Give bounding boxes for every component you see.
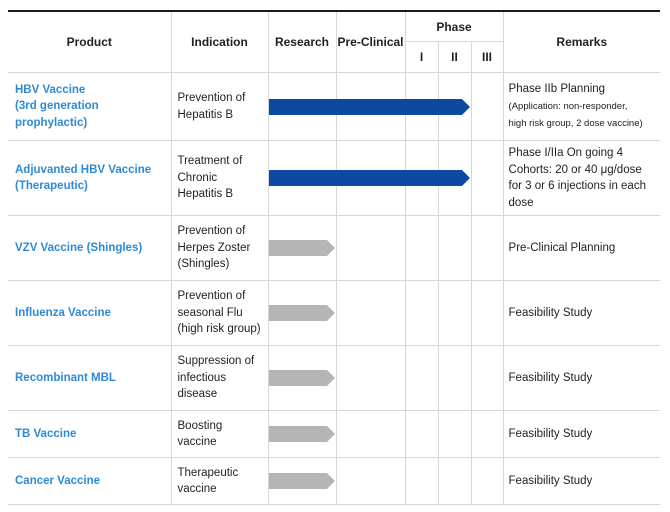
remarks-text (503, 458, 660, 505)
remark-main: Feasibility Study (508, 371, 593, 384)
table-row (8, 216, 660, 281)
arrow-fill (269, 305, 335, 321)
remarks-text (503, 73, 660, 141)
text-line: VZV Vaccine (Shingles) (15, 241, 143, 254)
stage-cell (405, 411, 438, 458)
indication-text (171, 73, 268, 141)
text-line: TB Vaccine (15, 427, 77, 440)
text-line: vaccine (177, 436, 217, 448)
progress-arrow-planned (269, 473, 335, 489)
remarks-text (503, 346, 660, 411)
indication-text (171, 346, 268, 411)
arrow-shape (269, 426, 335, 442)
table-row (8, 73, 660, 141)
arrow-fill (269, 170, 470, 186)
table-row (8, 141, 660, 216)
remarks-text (503, 141, 660, 216)
progress-arrow-active (269, 170, 470, 186)
remarks-text (503, 411, 660, 458)
pipeline-table-container (8, 10, 660, 505)
remark-main: Pre-Clinical Planning (508, 241, 616, 254)
stage-cell (336, 411, 405, 458)
stage-cell (471, 281, 503, 346)
text-line: (Application: non-responder, (508, 100, 628, 112)
stage-cell (471, 346, 503, 411)
stage-cell (438, 281, 471, 346)
text-line: Prevention of (177, 290, 246, 303)
table-row (8, 281, 660, 346)
product-name[interactable] (8, 73, 171, 141)
header-product: Product (8, 11, 171, 73)
arrow-fill (269, 370, 335, 386)
text-line: Therapeutic (177, 466, 239, 479)
product-name[interactable] (8, 281, 171, 346)
indication-text (171, 281, 268, 346)
indication-text (171, 216, 268, 281)
table-body (8, 73, 660, 505)
text-line: Prevention of (177, 225, 246, 238)
arrow-shape (269, 370, 335, 386)
stage-cell (405, 346, 438, 411)
arrow-shape (269, 473, 335, 489)
table-header (8, 11, 660, 73)
text-line: Adjuvanted HBV Vaccine (15, 163, 152, 176)
stage-cell (405, 281, 438, 346)
table-row (8, 458, 660, 505)
header-phase: Phase (405, 11, 503, 42)
arrow-shape (269, 305, 335, 321)
arrow-shape (269, 99, 470, 115)
product-name[interactable] (8, 346, 171, 411)
remarks-text (503, 281, 660, 346)
pipeline-table (8, 10, 660, 505)
text-line: Influenza Vaccine (15, 306, 111, 319)
text-line: Chronic (177, 171, 218, 184)
stage-cell (405, 216, 438, 281)
stage-cell (471, 411, 503, 458)
text-line: Boosting (177, 419, 223, 432)
remark-main: Feasibility Study (508, 427, 593, 440)
header-phase-1: I (405, 42, 438, 73)
stage-cell (268, 281, 336, 346)
text-line: Prevention of (177, 92, 246, 104)
stage-cell (471, 73, 503, 141)
text-line: Treatment of (177, 155, 243, 168)
arrow-fill (269, 240, 335, 256)
stage-cell (268, 458, 336, 505)
progress-arrow-planned (269, 426, 335, 442)
stage-cell (471, 216, 503, 281)
progress-arrow-planned (269, 240, 335, 256)
arrow-fill (269, 426, 335, 442)
progress-arrow-active (269, 99, 470, 115)
stage-cell (336, 458, 405, 505)
text-line: Recombinant MBL (15, 371, 116, 384)
header-remarks: Remarks (503, 11, 660, 73)
table-row (8, 411, 660, 458)
stage-cell (438, 411, 471, 458)
stage-cell (268, 216, 336, 281)
stage-cell (438, 216, 471, 281)
arrow-shape (269, 170, 470, 186)
text-line: (high risk group) (177, 323, 261, 336)
arrow-fill (269, 473, 335, 489)
stage-cell (405, 458, 438, 505)
text-line: seasonal Flu (177, 306, 243, 319)
text-line: HBV Vaccine (15, 83, 86, 96)
product-name[interactable] (8, 216, 171, 281)
stage-cell (471, 141, 503, 216)
text-line: Herpes Zoster (177, 241, 251, 254)
product-name[interactable] (8, 458, 171, 505)
text-line: disease (177, 388, 218, 401)
remarks-text (503, 216, 660, 281)
header-indication: Indication (171, 11, 268, 73)
text-line: Cancer Vaccine (15, 474, 101, 487)
stage-cell (336, 346, 405, 411)
stage-cell (336, 281, 405, 346)
stage-cell (268, 141, 336, 216)
indication-text (171, 141, 268, 216)
text-line: prophylactic) (15, 116, 88, 129)
header-research: Research (268, 11, 336, 73)
remark-main: Phase IIb Planning (508, 83, 606, 96)
indication-text (171, 411, 268, 458)
stage-cell (438, 346, 471, 411)
text-line: (3rd generation (15, 100, 99, 113)
stage-cell (438, 458, 471, 505)
stage-cell (268, 73, 336, 141)
remark-main: Feasibility Study (508, 474, 593, 487)
progress-arrow-planned (269, 370, 335, 386)
header-phase-2: II (438, 42, 471, 73)
indication-text (171, 458, 268, 505)
arrow-fill (269, 99, 470, 115)
remark-main: Phase I/IIa On going 4 Cohorts: 20 or 40 μg/dose for 3 or 6 injections in each dose (508, 147, 646, 209)
text-line: Hepatitis B (177, 108, 234, 121)
product-name[interactable] (8, 141, 171, 216)
progress-arrow-planned (269, 305, 335, 321)
table-row (8, 346, 660, 411)
text-line: (Therapeutic) (15, 180, 88, 192)
stage-cell (268, 411, 336, 458)
header-phase-3: III (471, 42, 503, 73)
text-line: high risk group, 2 dose vaccine) (508, 117, 643, 129)
header-preclinical: Pre-Clinical (336, 11, 405, 73)
text-line: Suppression of (177, 355, 255, 368)
text-line: infectious (177, 371, 227, 384)
text-line: Hepatitis B (177, 188, 234, 201)
remark-main: Feasibility Study (508, 306, 593, 319)
arrow-shape (269, 240, 335, 256)
stage-cell (336, 216, 405, 281)
text-line: (Shingles) (177, 258, 230, 271)
stage-cell (471, 458, 503, 505)
text-line: vaccine (177, 483, 217, 495)
stage-cell (268, 346, 336, 411)
product-name[interactable] (8, 411, 171, 458)
